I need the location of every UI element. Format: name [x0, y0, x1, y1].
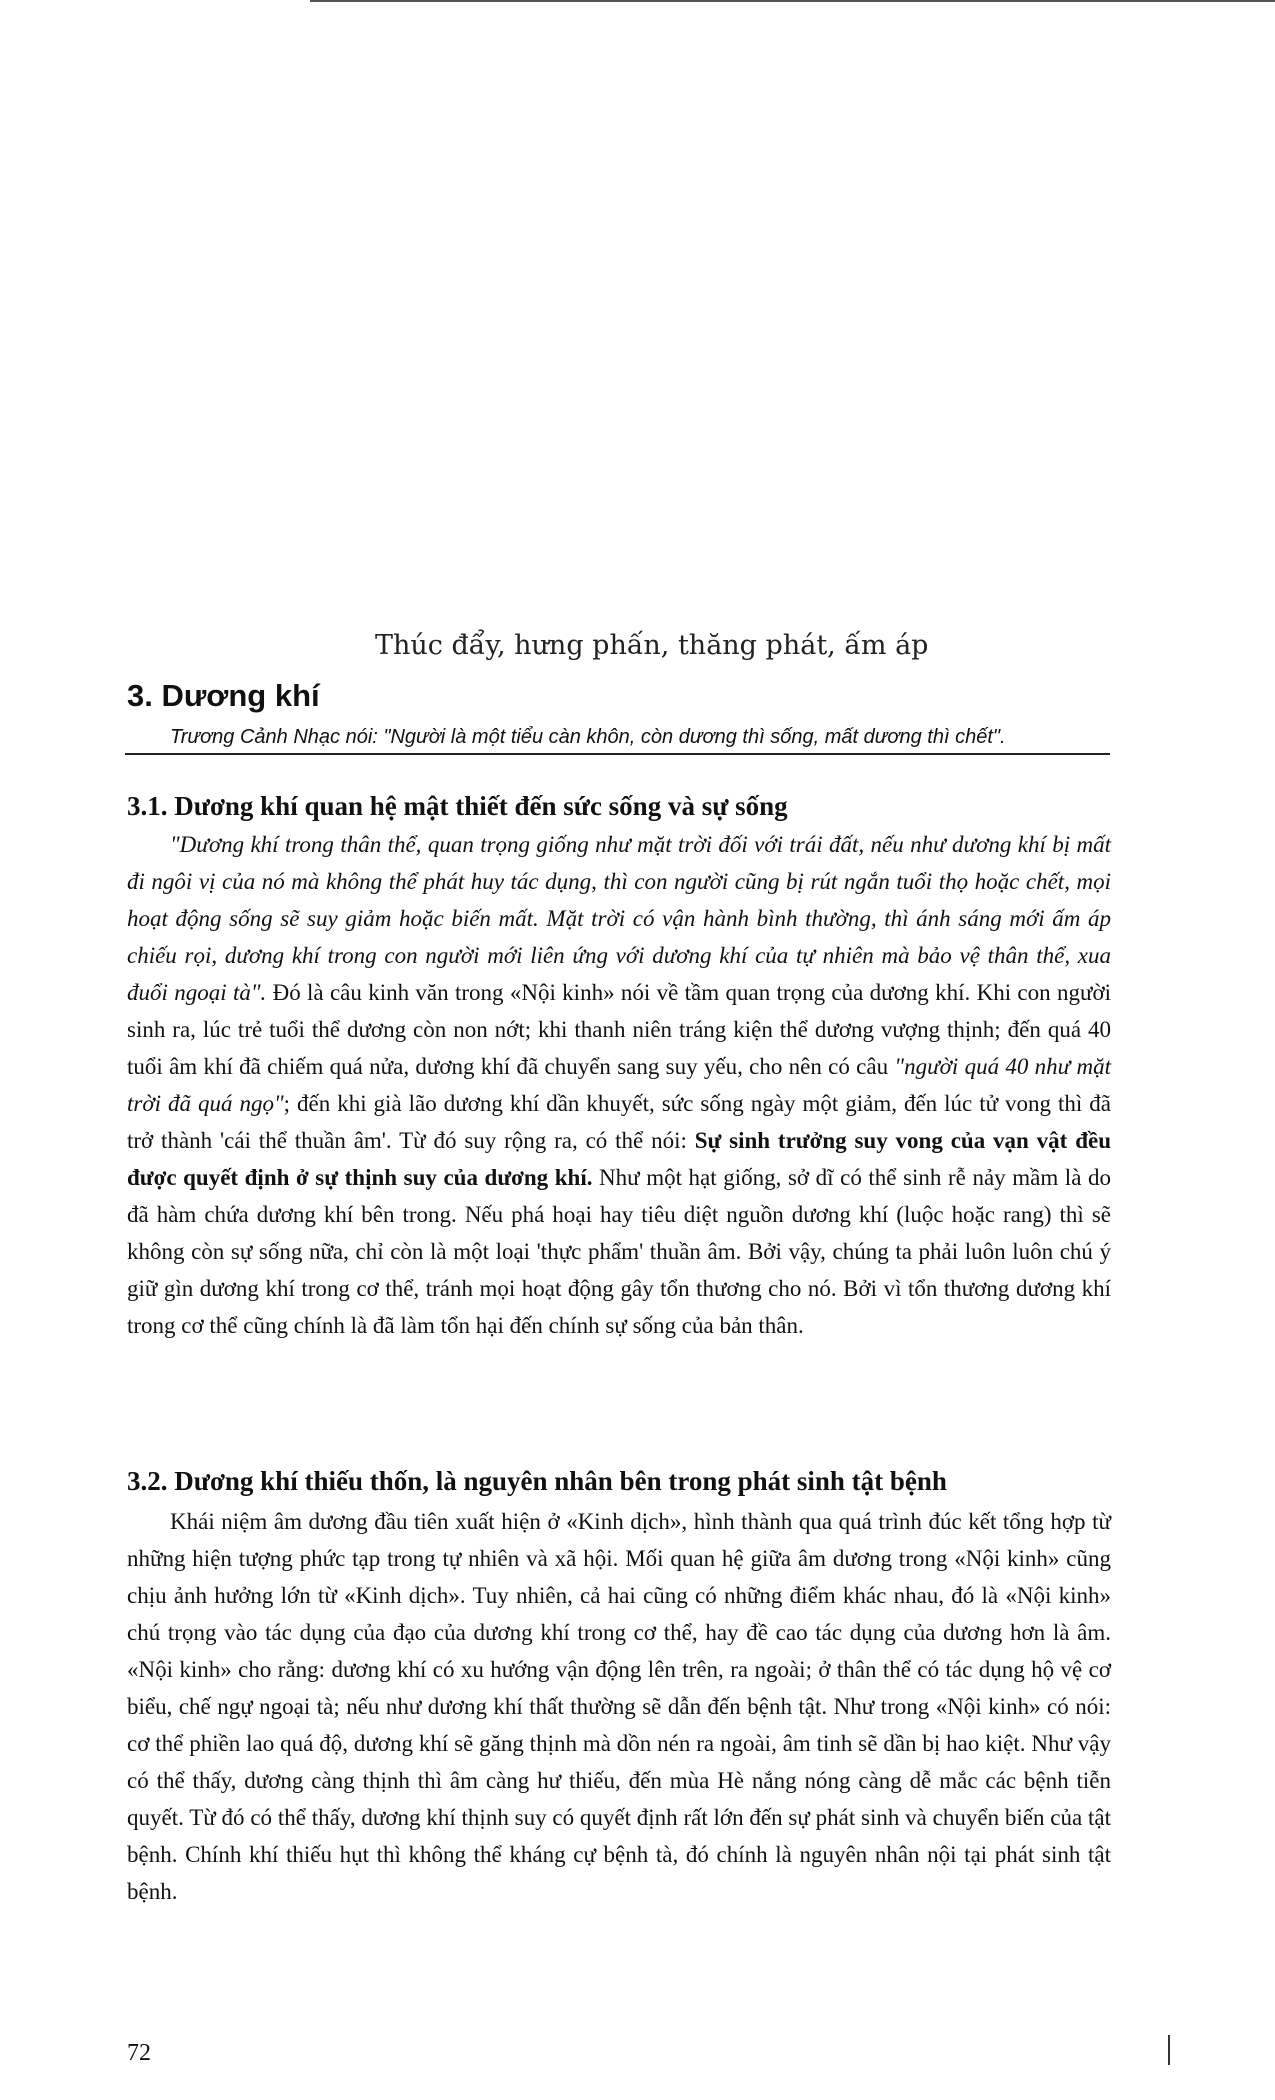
page-number: 72 [127, 2040, 151, 2066]
section-3-2-paragraph: Khái niệm âm dương đầu tiên xuất hiện ở «Kinh dịch», hình thành qua quá trình đúc kết tổng hợp từ những hiện tượng phức tạp trong tự nhiên và xã hội. Mối quan hệ giữa âm dương trong «Nội kinh» cũng chịu ảnh hưởng lớn từ «Kinh dịch». Tuy nhiên, cả hai cũng có những điểm khác nhau, đó là «Nội kinh» chú trọng vào tác dụng của đạo của dương khí trong cơ thể, hay đề cao tác dụng của dương hơn là âm. «Nội kinh» cho rằng: dương khí có xu hướng vận động lên trên, ra ngoài; ở thân thể có tác dụng hộ vệ cơ biểu, chế ngự ngoại tà; nếu như dương khí thất thường sẽ dẫn đến bệnh tật. Như trong «Nội kinh» có nói: cơ thể phiền lao quá độ, dương khí sẽ găng thịnh mà dồn nén ra ngoài, âm tinh sẽ dần bị hao kiệt. Như vậy có thể thấy, dương càng thịnh thì âm càng hư thiếu, đến mùa Hè nắng nóng càng dễ mắc các bệnh tiễn quyết. Từ đó có thể thấy, dương khí thịnh suy có quyết định rất lớn đến sự phát sinh và chuyển biến của tật bệnh. Chính khí thiếu hụt thì không thể kháng cự bệnh tà, đó chính là nguyên nhân nội tại phát sinh tật bệnh. [127, 1509, 1111, 1904]
key-statement: Sự sinh trưởng suy vong của vạn vật đều được quyết định ở sự thịnh suy của dương khí. [127, 1128, 1111, 1190]
chapter-title: 3. Dương khí [127, 678, 320, 713]
scan-mark [1168, 2035, 1170, 2065]
section-3-1-paragraph [127, 826, 1111, 1344]
quote-1: "Dương khí trong thân thể, quan trọng giống như mặt trời đối với trái đất, nếu như dương khí bị mất đi ngôi vị của nó mà không thể phát huy tác dụng, thì con người cũng bị rút ngắn tuổi thọ hoặc chết, mọi hoạt động sống sẽ suy giảm hoặc biến mất. Mặt trời có vận hành bình thường, thì ánh sáng mới ấm áp chiếu rọi, dương khí trong con người mới liên ứng với dương khí của tự nhiên mà bảo vệ thân thể, xua đuổi ngoại tà". [127, 832, 1111, 1005]
epigraph-divider [125, 753, 1110, 755]
text-2: ; đến khi già lão dương khí dần khuyết, sức sống ngày một giảm, đến lúc tử vong thì đã trở thành 'cái thể thuần âm'. Từ đó suy rộng ra, có thể nói: [127, 1091, 1112, 1153]
text-1: Đó là câu kinh văn trong «Nội kinh» nói về tầm quan trọng của dương khí. Khi con người sinh ra, lúc trẻ tuổi thể dương còn non nớt; khi thanh niên tráng kiện thể dương vượng thịnh; đến quá 40 tuổi âm khí đã chiếm quá nửa, dương khí đã chuyển sang suy yếu, cho nên có câu [127, 980, 1111, 1079]
text-3: Như một hạt giống, sở dĩ có thể sinh rễ nảy mầm là do đã hàm chứa dương khí bên trong. Nếu phá hoại hay tiêu diệt nguồn dương khí (luộc hoặc rang) thì sẽ không còn sự sống nữa, chỉ còn là một loại 'thực phẩm' thuần âm. Bởi vậy, chúng ta phải luôn luôn chú ý giữ gìn dương khí trong cơ thể, tránh mọi hoạt động gây tổn thương cho nó. Bởi vì tổn thương dương khí trong cơ thể cũng chính là đã làm tổn hại đến chính sự sống của bản thân. [127, 1165, 1111, 1338]
chapter-epigraph: Trương Cảnh Nhạc nói: "Người là một tiểu càn khôn, còn dương thì sống, mất dương thì chết". [170, 726, 1006, 748]
section-heading-3-1: 3.1. Dương khí quan hệ mật thiết đến sức sống và sự sống [127, 791, 788, 821]
section-heading-3-2: 3.2. Dương khí thiếu thốn, là nguyên nhân bên trong phát sinh tật bệnh [127, 1466, 947, 1496]
quote-2: "người quá 40 như mặt trời đã quá ngọ" [127, 1054, 1112, 1116]
figure-caption: Thúc đẩy, hưng phấn, thăng phát, ấm áp [375, 630, 929, 661]
